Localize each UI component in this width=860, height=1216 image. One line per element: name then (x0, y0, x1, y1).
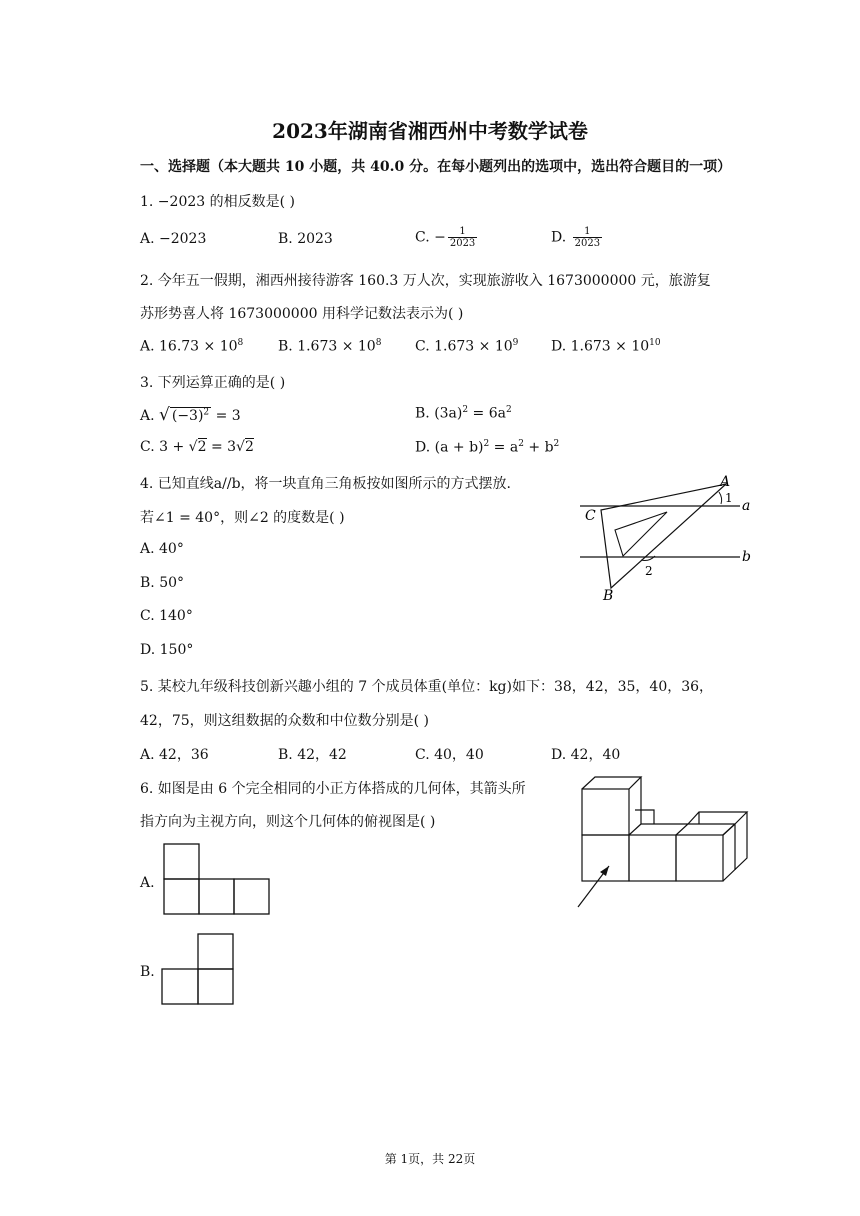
page-footer: 第 1页，共 22页 (384, 1152, 476, 1166)
question-4-line-1: 4. 已知直线a//b，将一块直角三角板按如图所示的方式摆放. (140, 476, 511, 492)
question-3-stem: 3. 下列运算正确的是( ) (140, 375, 286, 391)
page-title: 2023年湖南省湘西州中考数学试卷 (272, 119, 588, 143)
q5-option-d: D. 42，40 (551, 747, 621, 763)
section-heading: 一、选择题（本大题共 10 小题，共 40.0 分。在每小题列出的选项中，选出符合题目的一项） (140, 159, 732, 175)
label-A: A (720, 474, 731, 490)
q5-option-c: C. 40，40 (415, 747, 484, 763)
q4-option-d: D. 150° (140, 642, 194, 658)
q2-option-b: B. $1.673 \times 10^8$ (278, 338, 382, 355)
question-5-line-1: 5. 某校九年级科技创新兴趣小组的 7 个成员体重(单位：kg)如下：38，42，35，40，36， (140, 679, 714, 695)
question-2-line-1: 2. 今年五一假期，湘西州接待游客 160.3 万人次，实现旅游收入 1673000000 元，旅游复 (140, 273, 711, 289)
q1-option-c: C. − $\frac{1}{2023}$ (415, 226, 476, 249)
q5-option-b: B. 42，42 (278, 747, 347, 763)
label-b: b (742, 549, 751, 565)
question-5-line-2: 42，75，则这组数据的众数和中位数分别是( ) (140, 713, 430, 729)
label-C: C (585, 508, 596, 524)
cubes-figure (575, 772, 755, 912)
q3-option-d: D. $(a + b)^2 = a^2 + b^2$ (415, 439, 560, 456)
q3-option-c: C. 3 + √2 = 3√2 (140, 439, 254, 455)
q1-option-d: D. $\frac{1}{2023}$ (551, 226, 601, 249)
triangle-figure (575, 470, 765, 610)
q2-option-c: C. $1.673 \times 10^9$ (415, 338, 519, 355)
arrow-head-icon (600, 866, 609, 876)
q6-option-b-figure (161, 933, 235, 1007)
outer-triangle (601, 484, 726, 588)
q4-option-b: B. 50° (140, 575, 185, 591)
q1-option-a: A. −2023 (140, 231, 207, 247)
q1-option-b: B. 2023 (278, 231, 333, 247)
q6-option-b-label: B. (140, 964, 155, 980)
question-6-line-2: 指方向为主视方向，则这个几何体的俯视图是( ) (140, 814, 436, 830)
question-1-stem: 1. −2023 的相反数是( ) (140, 194, 295, 210)
question-4-line-2: 若∠1 = 40°，则∠2 的度数是( ) (140, 510, 345, 526)
question-6-line-1: 6. 如图是由 6 个完全相同的小正方体搭成的几何体，其箭头所 (140, 781, 526, 797)
q3-option-b: B. $(3a)^2 = 6a^2$ (415, 405, 512, 422)
inner-triangle (615, 512, 667, 556)
label-angle-1: 1 (725, 491, 733, 505)
q4-option-c: C. 140° (140, 608, 193, 624)
q4-option-a: A. 40° (140, 541, 184, 557)
q6-option-a-label: A. (140, 875, 155, 891)
angle-1-arc (719, 492, 722, 504)
label-B: B (603, 588, 614, 604)
q3-option-a: A. √ $(-3)^2 = 3$ (140, 405, 241, 425)
q5-option-a: A. 42，36 (140, 747, 209, 763)
question-2-line-2: 苏形势喜人将 1673000000 用科学记数法表示为( ) (140, 306, 464, 322)
label-a: a (742, 498, 751, 514)
q2-option-a: A. $16.73 \times 10^8$ (140, 338, 244, 355)
q2-option-d: D. $1.673 \times 10^{10}$ (551, 338, 661, 355)
q6-option-a-figure (163, 843, 271, 917)
label-angle-2: 2 (645, 564, 653, 578)
